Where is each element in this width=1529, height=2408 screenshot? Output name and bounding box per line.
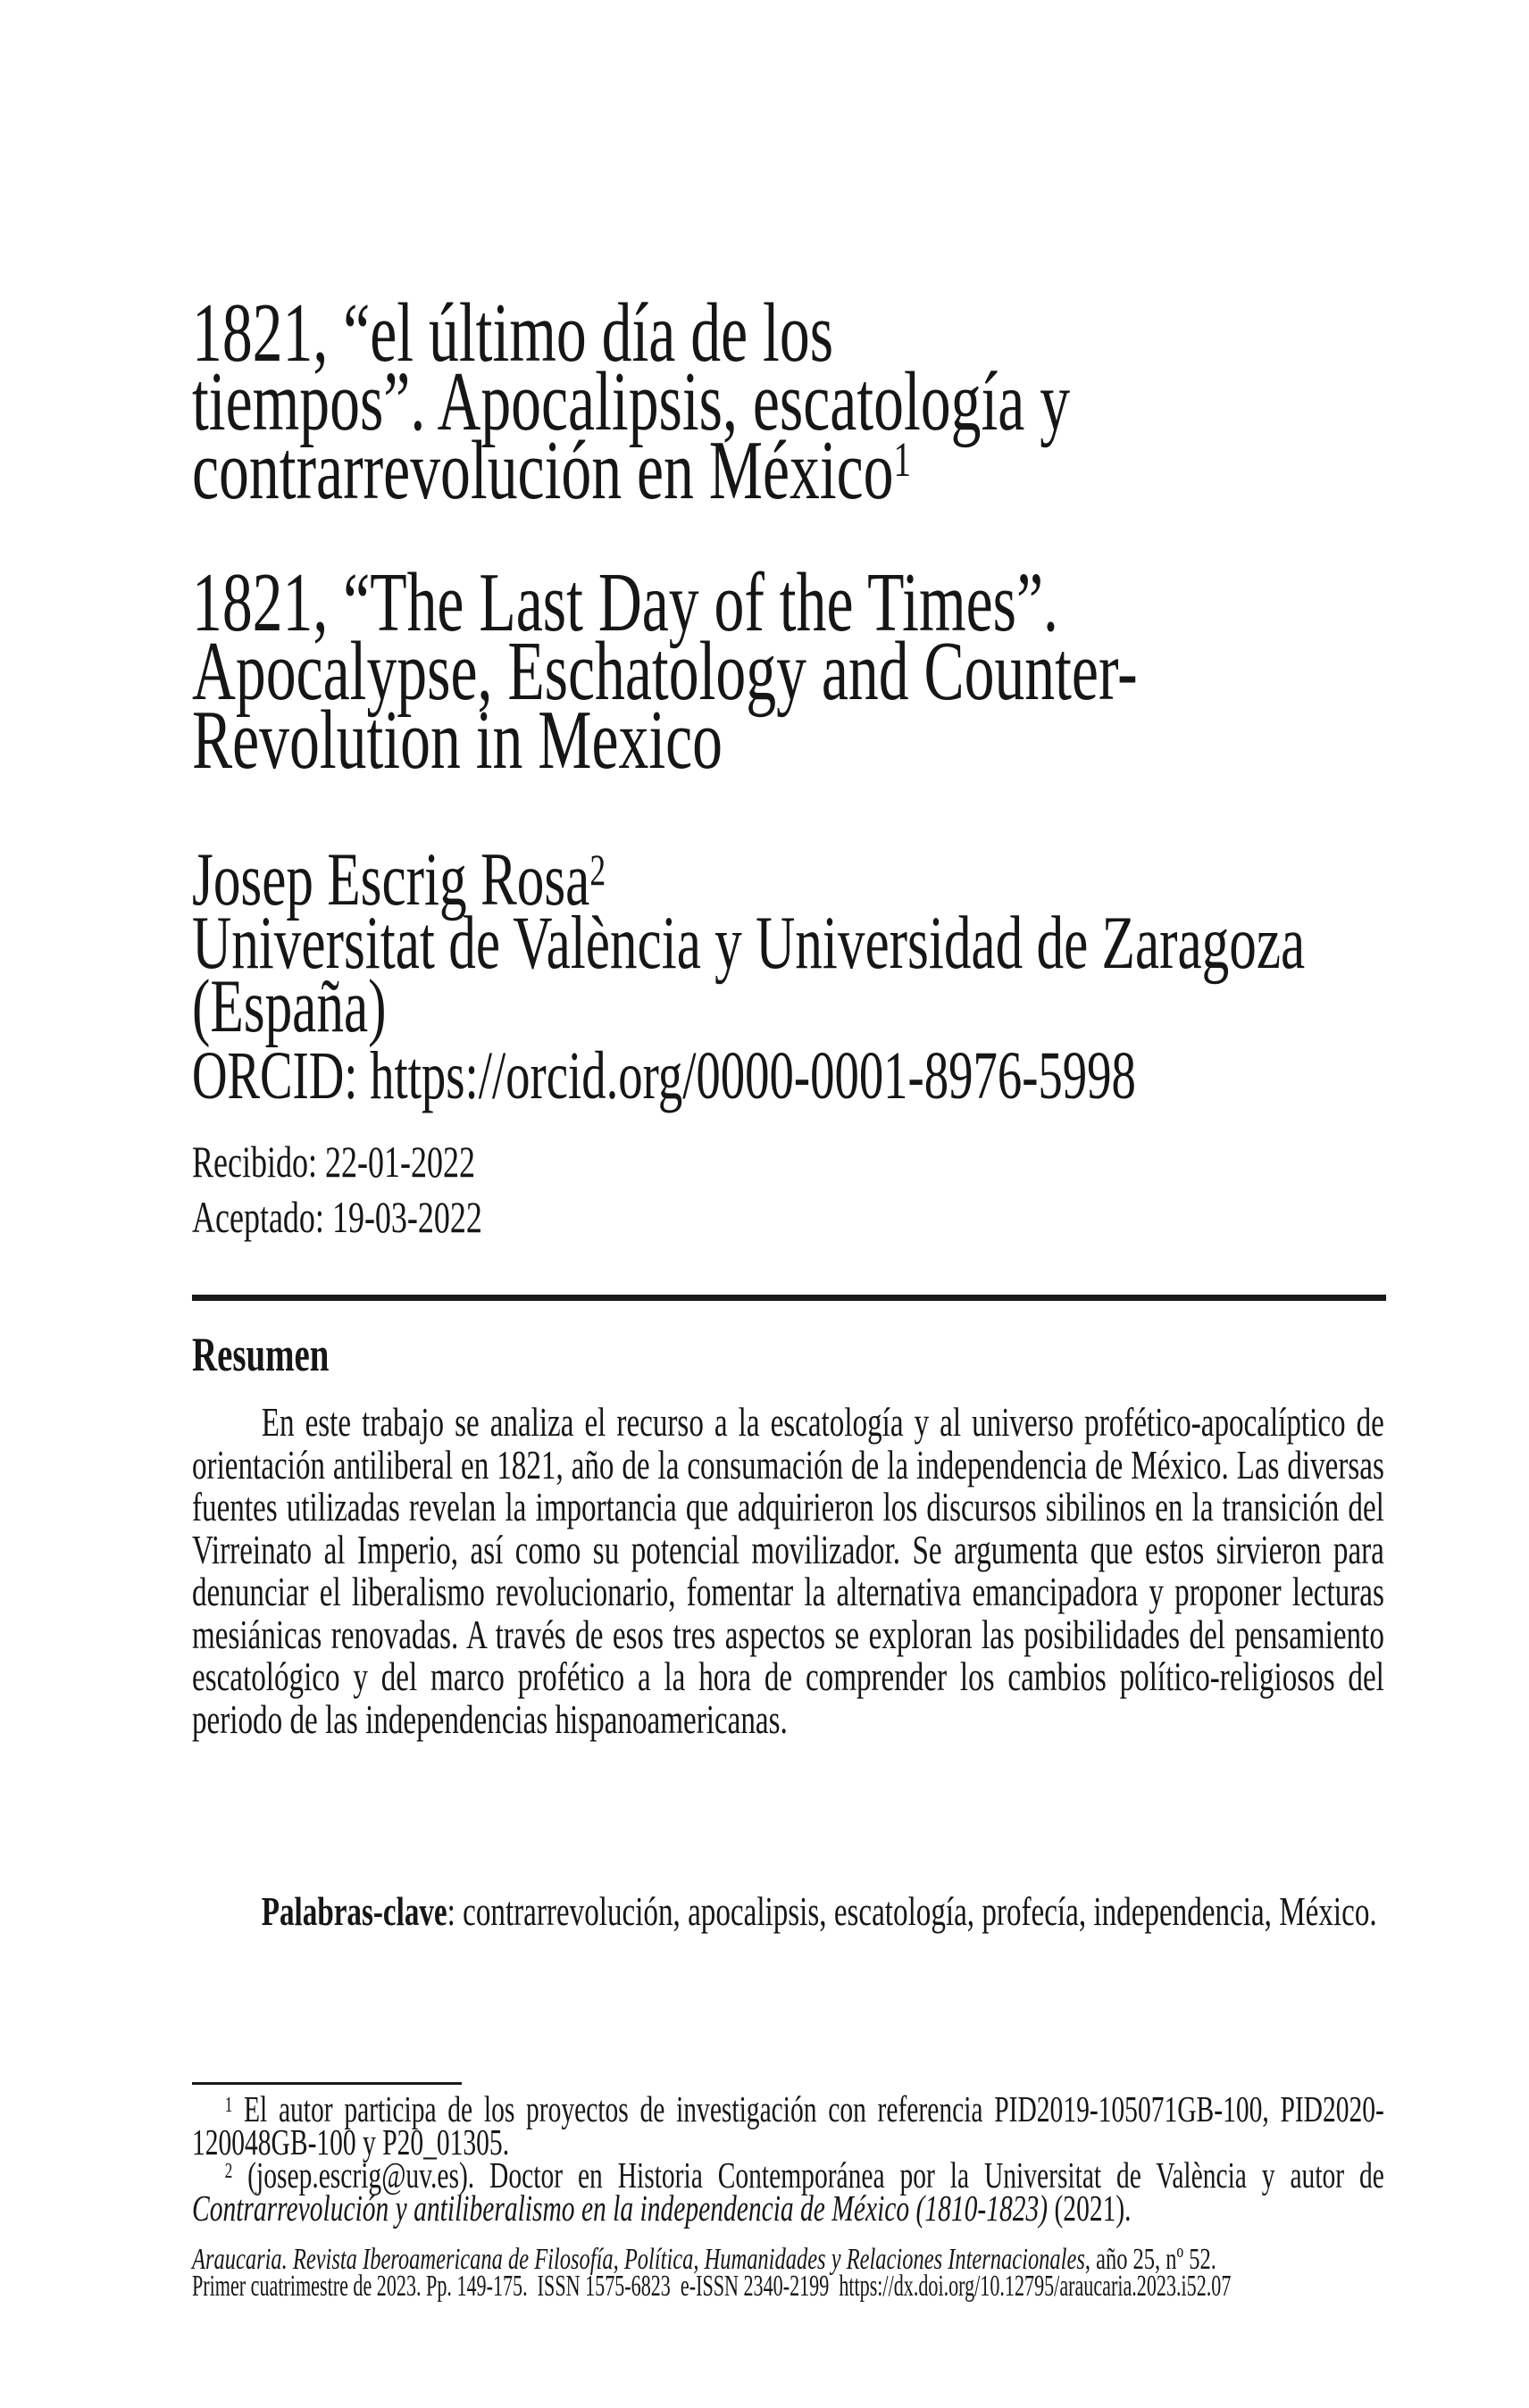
footnote-2	[192, 2154, 1384, 2229]
accepted-line: Aceptado: 19-03-2022	[192, 1192, 482, 1242]
author-affiliation-line1: Universitat de València y Universidad de Zaragoza	[192, 901, 1306, 985]
article-title-en-line3: Revolution in Mexico	[192, 694, 723, 787]
footnote-1-marker: 1	[224, 2094, 233, 2118]
footnote-1	[192, 2088, 1384, 2162]
article-title-es-line1: 1821, “el último día de los	[192, 287, 834, 379]
article-title-en-line2: Apocalypse, Eschatology and Counter-	[192, 625, 1138, 718]
keywords-text: : contrarrevolución, apocalipsis, escatología, profecía, independencia, México.	[447, 1888, 1377, 1934]
article-title-es-line2: tiempos”. Apocalipsis, escatología y	[192, 355, 1071, 448]
journal-issue-info: , año 25, nº 52.	[1084, 2243, 1216, 2276]
title-footnote-marker: 1	[893, 432, 912, 487]
keywords-label: Palabras-clave	[261, 1888, 447, 1934]
footnote-1-text: El autor participa de los proyectos de investigación con referencia PID2019-105071GB-100, PID2020-120048GB-100 y P20_01305.	[192, 2088, 1384, 2162]
article-title-es-line3-text: contrarrevolución en México	[192, 424, 894, 517]
article-title-en-line1: 1821, “The Last Day of the Times”.	[192, 556, 1058, 649]
abstract-paragraph: En este trabajo se analiza el recurso a la escatología y al universo profético-apocalíptico de orientación antiliberal en 1821, año de la consumación de la independencia de México. Las diversas fuentes utilizadas revelan la importancia que adquirieron los discursos sibilinos en la transición del Virreinato al Imperio, así como su potencial movilizador. Se argumenta que estos sirvieron para denunciar el liberalismo revolucionario, fomentar la alternativa emancipadora y proponer lecturas mesiánicas renovadas. A través de esos tres aspectos se exploran las posibilidades del pensamiento escatológico y del marco profético a la hora de comprender los cambios político-religiosos del periodo de las independencias hispanoamericanas.	[192, 1399, 1384, 1742]
section-separator-rule	[192, 1295, 1386, 1301]
footnote-2-book-title: Contrarrevolución y antiliberalismo en la independencia de México (1810-1823)	[192, 2187, 1049, 2229]
article-title-es	[192, 287, 1384, 517]
journal-name: Araucaria. Revista Iberoamericana de Filosofía, Política, Humanidades y Relaciones Internacionales	[192, 2243, 1085, 2276]
dates-block	[192, 1134, 1384, 1245]
author-block	[192, 837, 1384, 1048]
received-line: Recibido: 22-01-2022	[192, 1137, 475, 1187]
footnote-2-marker: 2	[224, 2160, 233, 2184]
author-affiliation-line2: (España)	[192, 964, 387, 1048]
author-note-marker: 2	[589, 845, 606, 895]
footnote-2-text-before: (josep.escrig@uv.es). Doctor en Historia Contemporánea por la Universitat de València y autor de	[232, 2154, 1384, 2196]
footnote-2-text-after: (2021).	[1048, 2187, 1132, 2229]
orcid-text: ORCID: https://orcid.org/0000-0001-8976-5998	[192, 1038, 1136, 1113]
footnotes-block	[192, 2088, 1384, 2229]
author-name-text: Josep Escrig Rosa	[192, 837, 590, 921]
orcid-line	[192, 1038, 1384, 1113]
article-title-en	[192, 556, 1384, 787]
footnote-separator-rule	[192, 2082, 462, 2085]
journal-footer-line2: Primer cuatrimestre de 2023. Pp. 149-175. ISSN 1575-6823 e-ISSN 2340-2199 https://dx.doi.org/10.12795/araucaria.2023.i52.07	[192, 2270, 1232, 2303]
keywords-paragraph	[192, 1890, 1384, 1933]
article-title-es-line3	[192, 424, 1384, 517]
abstract-heading: Resumen	[192, 1328, 330, 1381]
